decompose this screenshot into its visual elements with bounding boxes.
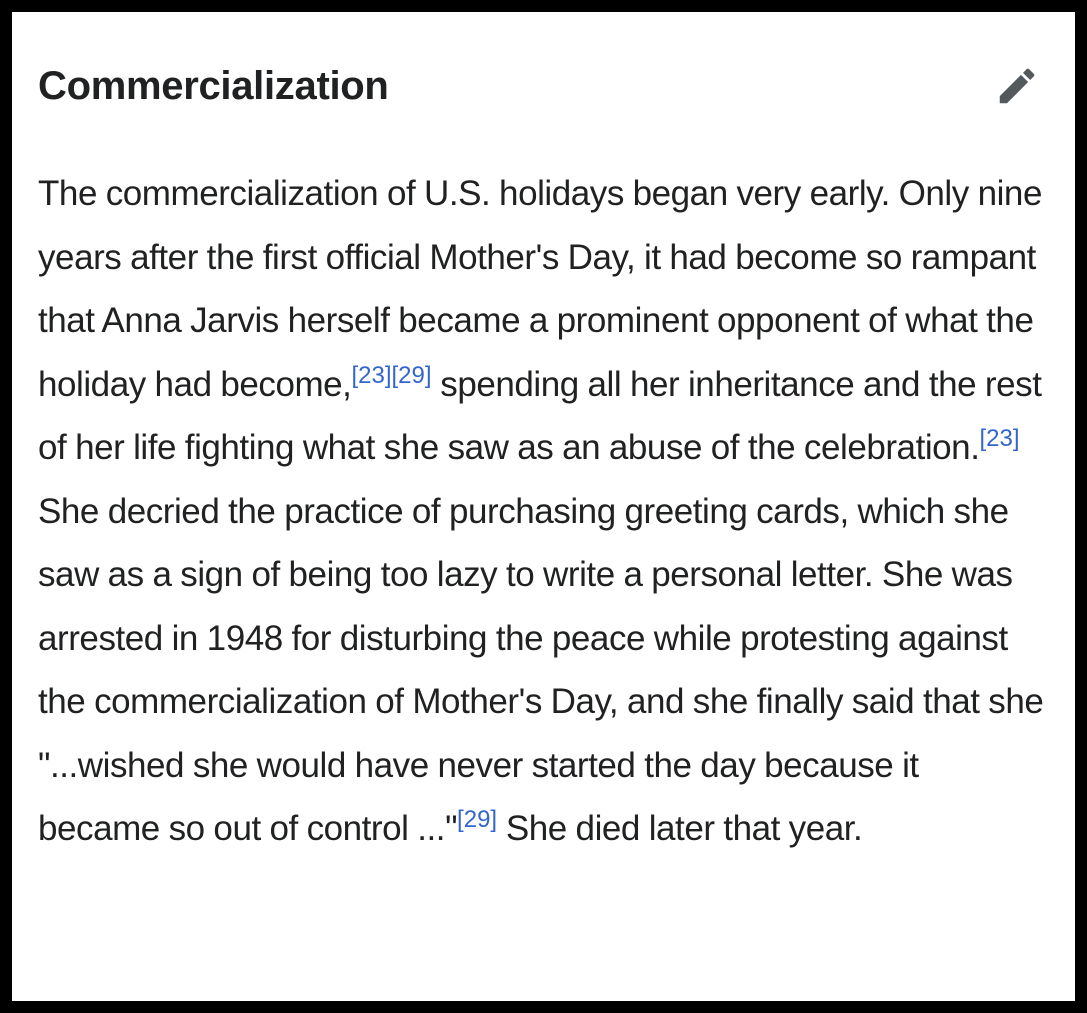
article-section	[12, 12, 1075, 1001]
section-title: Commercialization	[38, 64, 389, 108]
paragraph-text: The commercialization of U.S. holidays began very early. Only nine years after the first official Mother's Day, it had become so rampant that Anna Jarvis herself became a prominent opponent of what the holiday had become,	[38, 174, 1042, 404]
paragraph-text: spending all her inheritance and the rest of her life fighting what she saw as an abuse of the celebration.	[38, 364, 1042, 467]
citation-link[interactable]: [29]	[391, 361, 432, 389]
section-header	[38, 56, 1049, 116]
paragraph-text: She decried the practice of purchasing greeting cards, which she saw as a sign of being too lazy to write a personal letter. She was arrested in 1948 for disturbing the peace while protesting against the commercialization of Mother's Day, and she finally said that she "...wished she would have never started the day because it became so out of control ..."	[38, 491, 1044, 848]
pencil-icon	[994, 63, 1040, 109]
citation-link[interactable]: [23]	[351, 361, 392, 389]
citation-link[interactable]: [29]	[457, 805, 498, 833]
citation-link[interactable]: [23]	[979, 424, 1020, 452]
section-paragraph	[38, 162, 1048, 861]
paragraph-text: She died later that year.	[497, 809, 863, 848]
edit-section-button[interactable]	[993, 62, 1041, 110]
